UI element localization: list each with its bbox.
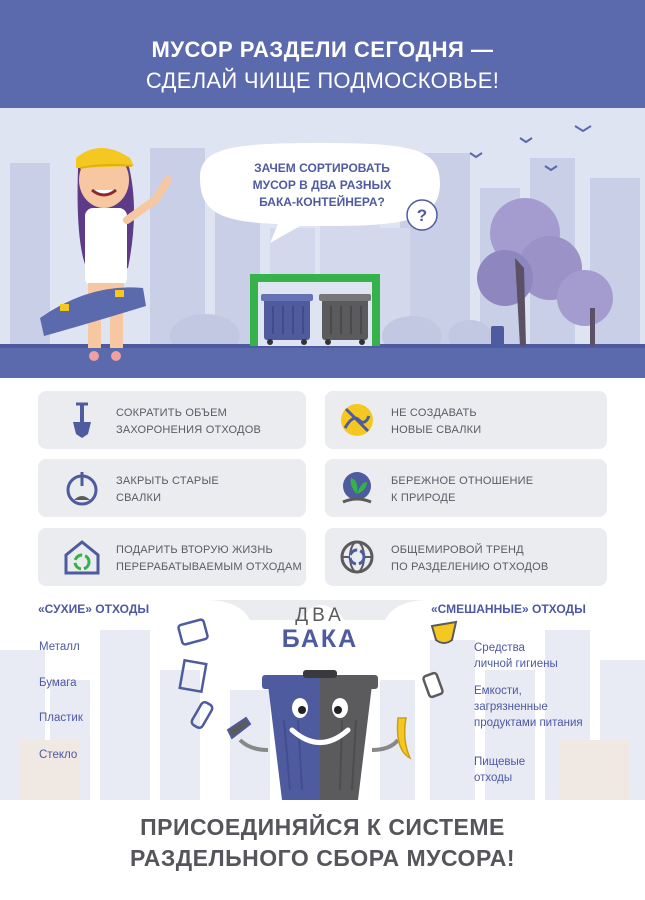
power-icon: [62, 468, 102, 508]
dry-item-glass: Стекло: [39, 749, 78, 761]
benefit-card-second-life: [38, 528, 306, 586]
bubble-line3: БАКА-КОНТЕЙНЕРА?: [259, 195, 385, 209]
recycle-house-icon: [62, 537, 102, 577]
benefit-card-nature-care: [325, 459, 607, 517]
metal-can-icon: [178, 619, 208, 645]
dry-item-metal: Металл: [39, 641, 80, 653]
grey-container-icon: [319, 294, 371, 345]
globe-recycle-icon: [337, 537, 377, 577]
blue-container-icon: [261, 294, 313, 345]
question-bubble: [227, 160, 417, 211]
diaper-icon: [432, 622, 456, 643]
footer-line1: ПРИСОЕДИНЯЙСЯ К СИСТЕМЕ: [140, 814, 505, 840]
header-title-line1: МУСОР РАЗДЕЛИ СЕГОДНЯ —: [151, 37, 494, 62]
header-banner: [0, 0, 645, 108]
benefit-text-5: ПОДАРИТЬ ВТОРУЮ ЖИЗНЬ ПЕРЕРАБАТЫВАЕМЫМ ОТХОДАМ: [116, 544, 302, 573]
logo-line2: БАКА: [281, 625, 359, 653]
logo-line1: ДВА: [295, 605, 345, 626]
leaf-icon: [337, 468, 377, 508]
no-dump-icon: [337, 400, 377, 440]
city-scene-illustration: [0, 108, 645, 378]
logo-dva-baka: [250, 606, 390, 652]
benefit-text-2: НЕ СОЗДАВАТЬ НОВЫЕ СВАЛКИ: [391, 407, 482, 436]
benefit-text-4: БЕРЕЖНОЕ ОТНОШЕНИЕ К ПРИРОДЕ: [391, 475, 534, 504]
mixed-item-hygiene: Средства личной гигиены: [474, 642, 558, 670]
benefit-card-close-dumps: [38, 459, 306, 517]
shovel-icon: [62, 400, 102, 440]
bubble-line2: МУСОР В ДВА РАЗНЫХ: [252, 178, 392, 192]
mixed-item-food: Пищевые отходы: [474, 756, 526, 784]
benefit-text-6: ОБЩЕМИРОВОЙ ТРЕНД ПО РАЗДЕЛЕНИЮ ОТХОДОВ: [391, 544, 549, 573]
benefit-text-1: СОКРАТИТЬ ОБЪЕМ ЗАХОРОНЕНИЯ ОТХОДОВ: [116, 407, 261, 436]
footer-line2: РАЗДЕЛЬНОГО СБОРА МУСОРА!: [129, 845, 516, 871]
dry-waste-title: «СУХИЕ» ОТХОДЫ: [38, 602, 150, 616]
footer-call-to-action: [0, 812, 645, 874]
benefit-card-no-new-dumps: [325, 391, 607, 449]
mixed-waste-title: «СМЕШАННЫЕ» ОТХОДЫ: [431, 602, 586, 616]
girl-character: [40, 148, 168, 361]
benefit-text-3: ЗАКРЫТЬ СТАРЫЕ СВАЛКИ: [116, 475, 219, 504]
bubble-line1: ЗАЧЕМ СОРТИРОВАТЬ: [254, 161, 390, 175]
header-title-line2: СДЕЛАЙ ЧИЩЕ ПОДМОСКОВЬЕ!: [145, 68, 500, 93]
mixed-item-containers: Емкости, загрязненные продуктами питания: [474, 685, 583, 729]
benefit-card-reduce-burial: [38, 391, 306, 449]
benefit-card-world-trend: [325, 528, 607, 586]
dry-item-plastic: Пластик: [39, 712, 83, 724]
svg-text:?: ?: [416, 206, 428, 225]
dry-item-paper: Бумага: [39, 677, 77, 689]
city-scene: [0, 108, 645, 378]
